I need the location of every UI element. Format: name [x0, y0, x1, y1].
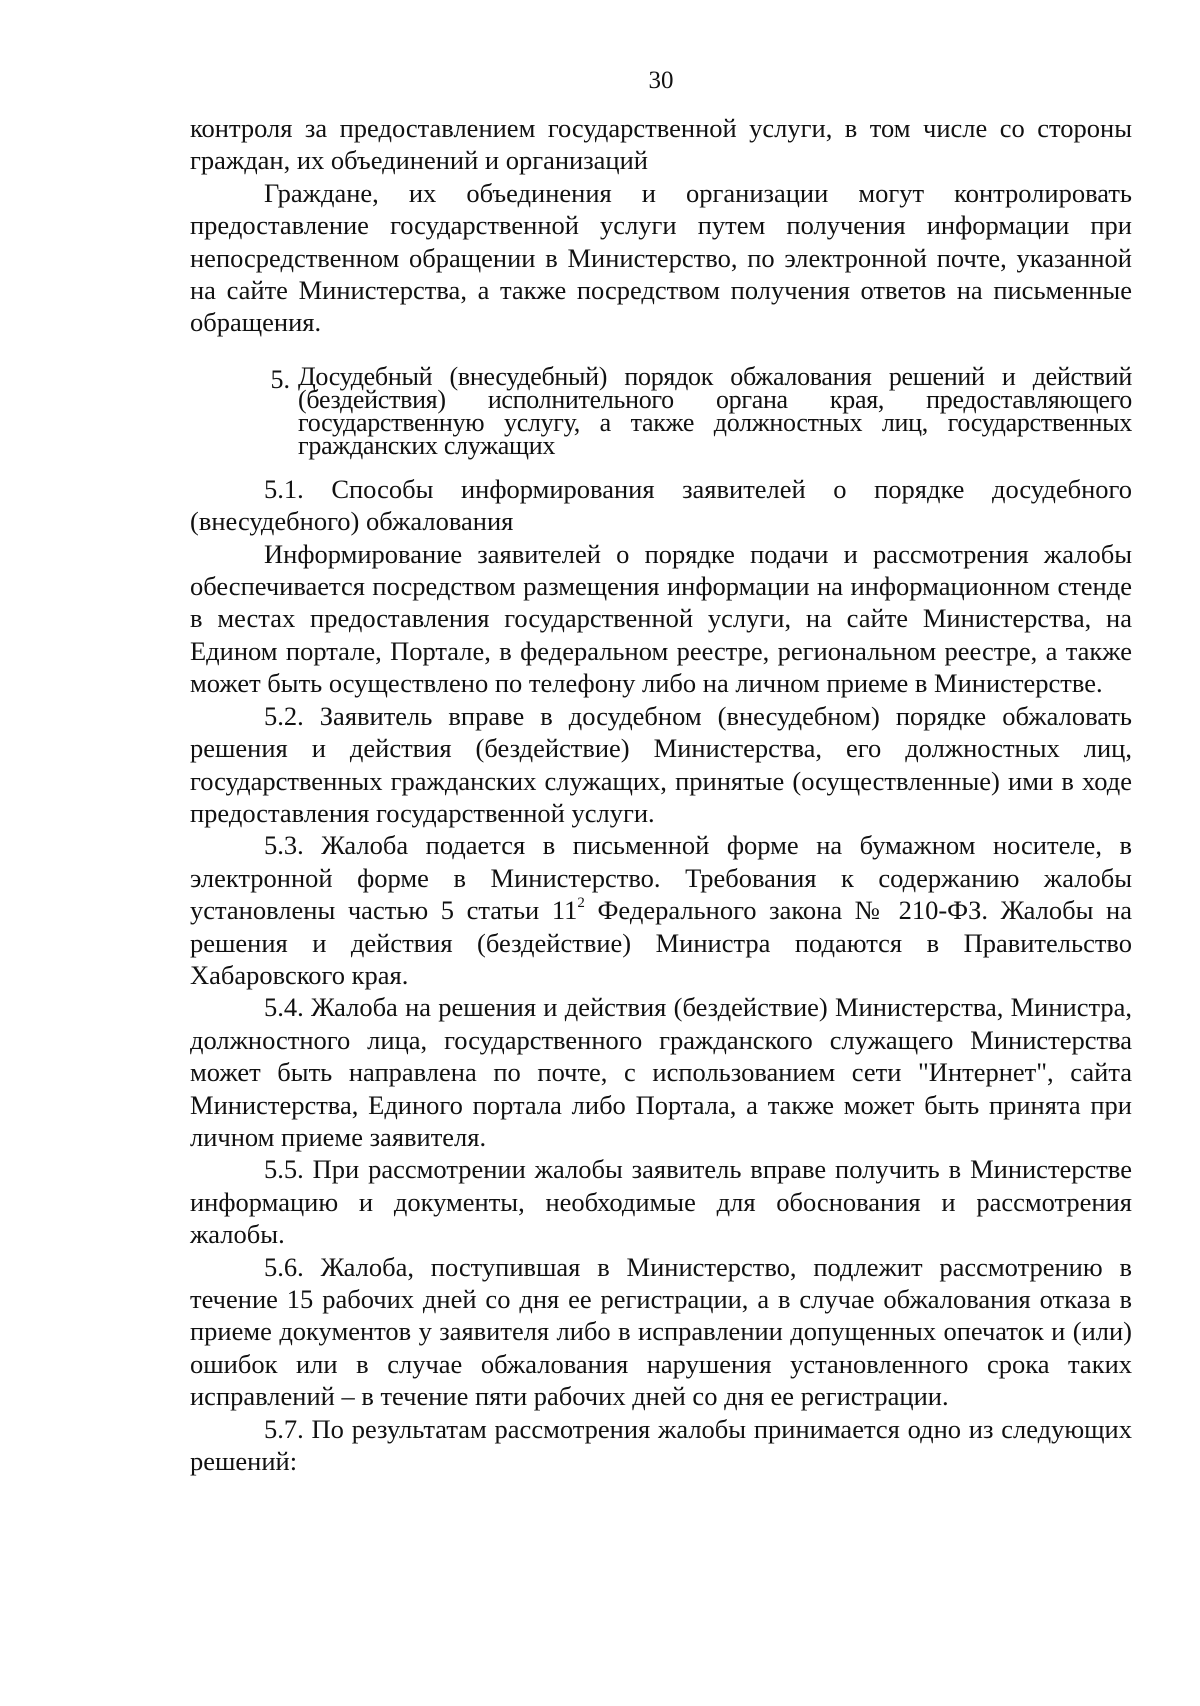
paragraph-5-6: 5.6. Жалоба, поступившая в Министерство, подлежит рассмотрению в течение 15 рабочих дней со дня ее регистрации, а в случае обжалования отказа в приеме документов у заявителя либо в исправлении допущенных опечаток и (или) ошибок или в случае обжалования нарушения установленного срока таких исправлений – в течение пяти рабочих дней со дня ее регистрации. — [190, 1251, 1132, 1412]
paragraph-5-1-body: Информирование заявителей о порядке подачи и рассмотрения жалобы обеспечивается посредством размещения информации на информационном стенде в местах предоставления государственной услуги, на сайте Министерства, на Едином портале, Портале, в федеральном реестре, региональном реестре, а также может быть осуществлено по телефону либо на личном приеме в Министерстве. — [190, 538, 1132, 699]
paragraph-5-1-title: 5.1. Способы информирования заявителей о порядке досудебного (внесудебного) обжалования — [190, 473, 1132, 537]
paragraph-5-7: 5.7. По результатам рассмотрения жалобы принимается одно из следующих решений: — [190, 1413, 1132, 1477]
paragraph-5-3 — [190, 829, 1132, 991]
page-number: 30 — [648, 67, 674, 94]
document-page — [190, 66, 1132, 1477]
paragraph-5-4: 5.4. Жалоба на решения и действия (бездействие) Министерства, Министра, должностного лица, государственного гражданского служащего Министерства может быть направлена по почте, с использованием сети "Интернет", сайта Министерства, Единого портала либо Портала, а также может быть принята при личном приеме заявителя. — [190, 992, 1132, 1152]
section-5-number: 5. — [270, 364, 290, 394]
paragraph-citizens-control: Граждане, их объединения и организации могут контролировать предоставление государственной услуги путем получения информации при непосредственном обращении в Министерство, по электронной почте, указанной на сайте Министерства, а также посредством получения ответов на письменные обращения. — [190, 177, 1132, 338]
paragraph-5-3-superscript: 2 — [577, 895, 585, 912]
paragraph-5-3-before: 5.3. Жалоба подается в письменной форме на бумажном носителе, в электронной форме в Министерство. Требования к содержанию жалобы установлены частью 5 статьи 11 — [190, 830, 1132, 926]
paragraph-5-3-after: Федерального закона № 210-ФЗ. Жалобы на решения и действия (бездействие) Министра подаются в Правительство Хабаровского края. — [190, 895, 1132, 990]
paragraph-5-5: 5.5. При рассмотрении жалобы заявитель вправе получить в Министерстве информацию и документы, необходимые для обоснования и рассмотрения жалобы. — [190, 1154, 1132, 1250]
section-5-heading — [190, 361, 1132, 460]
section-5-title: Досудебный (внесудебный) порядок обжалования решений и действий (бездействия) исполнительного органа края, предоставляющего государственную услугу, а также должностных лиц, государственных гражданских служащих — [298, 361, 1132, 460]
paragraph-intro-continuation: контроля за предоставлением государственной услуги, в том числе со стороны граждан, их объединений и организаций — [190, 113, 1132, 176]
paragraph-5-2: 5.2. Заявитель вправе в досудебном (внесудебном) порядке обжаловать решения и действия (бездействие) Министерства, его должностных лиц, государственных гражданских служащих, принятые (осуществленные) ими в ходе предоставления государственной услуги. — [190, 700, 1132, 828]
